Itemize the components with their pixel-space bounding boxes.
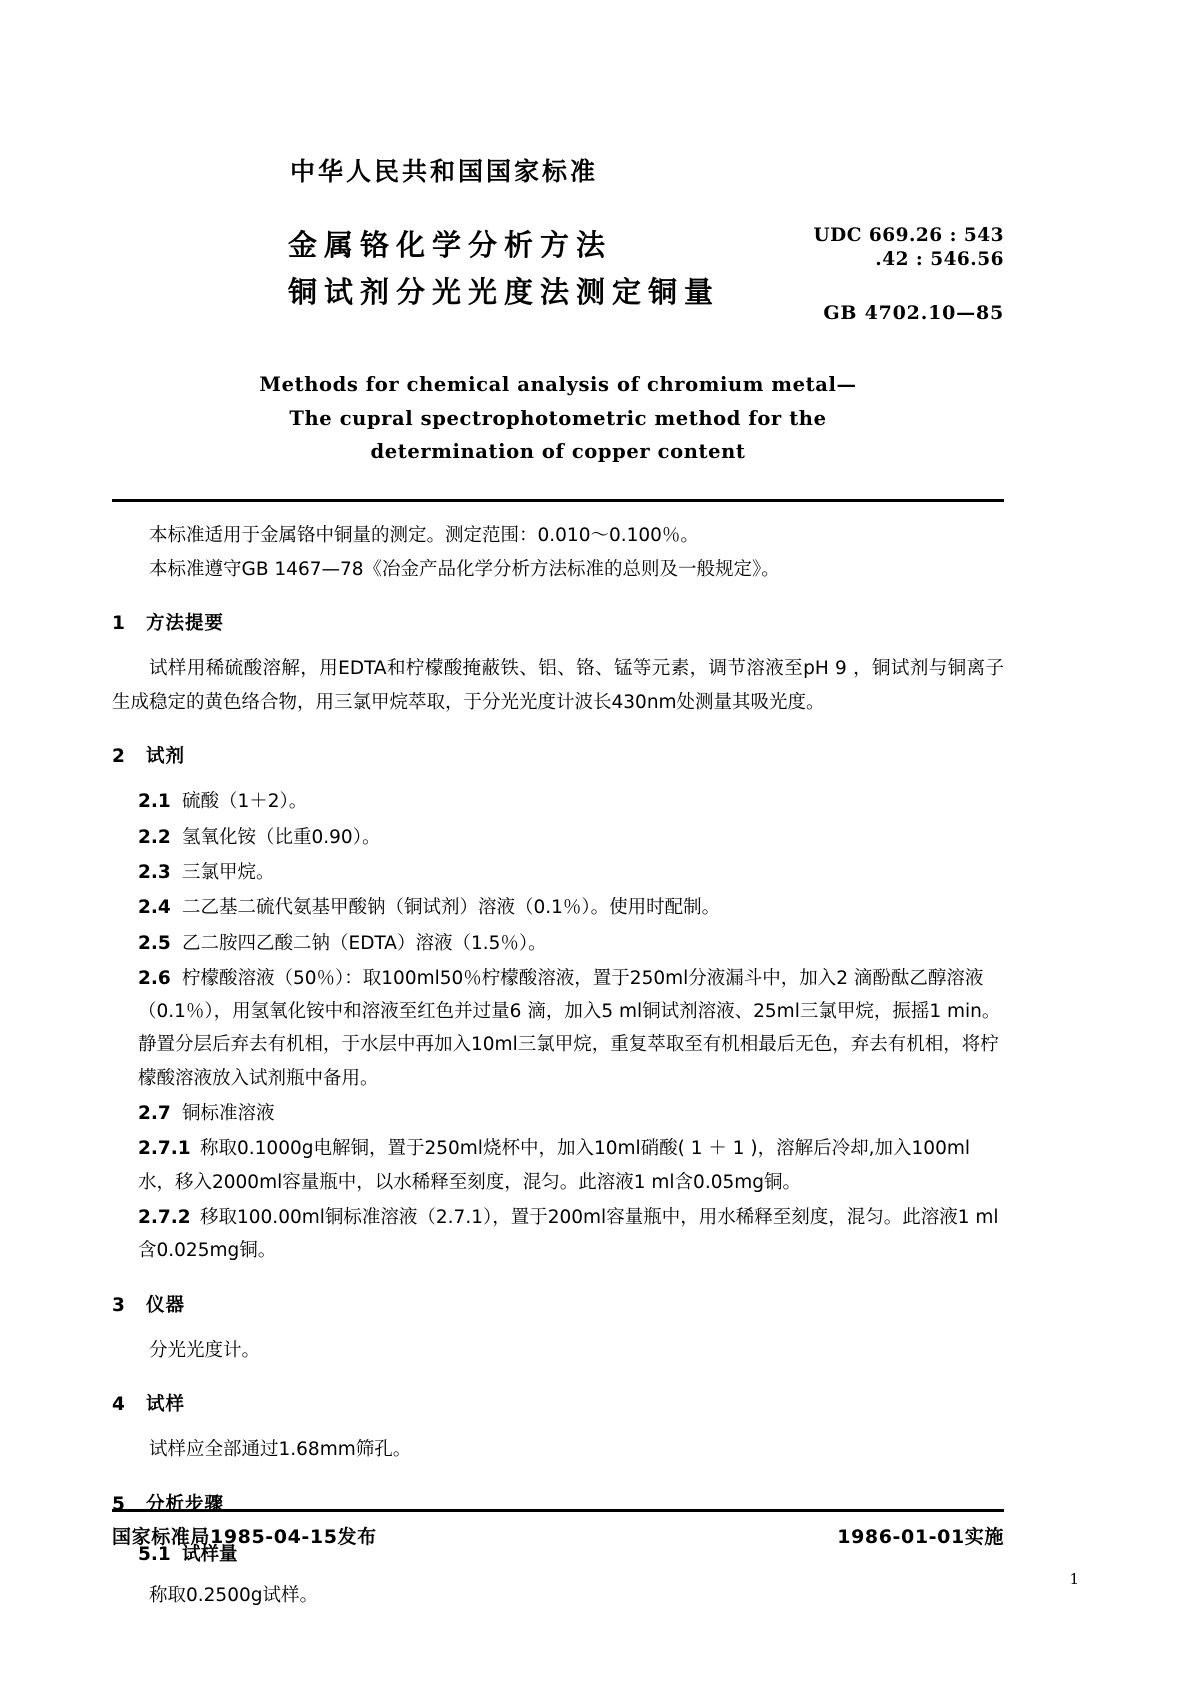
section-1-number: 1 xyxy=(112,613,126,635)
reagent-item xyxy=(112,856,1004,889)
reagent-number: 2.6 xyxy=(138,967,171,989)
reagent-item-27 xyxy=(112,1097,1004,1130)
section-2-heading xyxy=(112,740,1004,773)
reagent-item-26 xyxy=(112,962,1004,1095)
section-2-title: 试剂 xyxy=(146,746,186,768)
udc-line1: UDC 669.26 : 543 xyxy=(813,225,1004,246)
reagent-number: 2.7 xyxy=(138,1103,171,1125)
section-3-title: 仪器 xyxy=(146,1294,186,1316)
reagent-number: 2.7.1 xyxy=(138,1138,191,1160)
reagent-text: 移取100.00ml铜标准溶液（2.7.1），置于200ml容量瓶中，用水稀释至刻度，混匀。此溶液1 ml含0.025mg铜。 xyxy=(138,1206,999,1262)
section-4-title: 试样 xyxy=(146,1394,186,1416)
section-1-heading xyxy=(112,607,1004,640)
section-4-body: 试样应全部通过1.68mm筛孔。 xyxy=(149,1439,412,1461)
national-standard-masthead: 中华人民共和国国家标准 xyxy=(290,157,599,186)
reagent-item-271 xyxy=(112,1132,1004,1199)
page-number: 1 xyxy=(1069,1570,1079,1588)
section-5-title: 分析步骤 xyxy=(146,1493,225,1515)
section-51-body: 称取0.2500g试样。 xyxy=(149,1585,318,1607)
section-4-number: 4 xyxy=(112,1394,126,1416)
section-3-heading xyxy=(112,1289,1004,1322)
footer-issuer: 国家标准局1985-04-15发布 xyxy=(112,1526,377,1548)
document-body xyxy=(112,519,1004,1613)
reagent-text: 铜标准溶液 xyxy=(182,1103,275,1125)
reagent-item xyxy=(112,821,1004,854)
section-3-body: 分光光度计。 xyxy=(149,1339,261,1361)
reagent-item-272 xyxy=(112,1201,1004,1268)
reagent-number: 2.4 xyxy=(138,897,171,919)
reagent-number: 2.7.2 xyxy=(138,1206,191,1228)
section-3-number: 3 xyxy=(112,1294,126,1316)
gb-standard-number: GB 4702.10—85 xyxy=(823,302,1004,325)
reagent-text: 柠檬酸溶液（50％）：取100ml50％柠檬酸溶液，置于250ml分液漏斗中，加入2 滴酚酞乙醇溶液（0.1％），用氢氧化铵中和溶液至红色并过量6 滴，加入5 ml铜试剂溶液、25ml三氯甲烷，振摇1 min。静置分层后弃去有机相，于水层中再加入10ml三氯甲烷，重复萃取至有机相最后无色，弃去有机相，将柠檬酸溶液放入试剂瓶中备用。 xyxy=(138,967,1001,1089)
reagent-item xyxy=(112,927,1004,960)
intro-line-2: 本标准遵守GB 1467—78《冶金产品化学分析方法标准的总则及一般规定》。 xyxy=(149,558,780,580)
header-divider-rule xyxy=(112,499,1004,502)
reagent-text: 三氯甲烷。 xyxy=(182,861,275,883)
section-5-number: 5 xyxy=(112,1493,126,1515)
section-1-title: 方法提要 xyxy=(146,613,225,635)
page-content xyxy=(112,0,1004,1614)
reagent-text: 氢氧化铵（比重0.90）。 xyxy=(182,826,381,848)
reagent-number: 2.1 xyxy=(138,791,171,813)
reagent-text: 称取0.1000g电解铜，置于250ml烧杯中，加入10ml硝酸( 1 ＋ 1 )，溶解后冷却,加入100ml水，移入2000ml容量瓶中，以水稀释至刻度，混匀。此溶液1 ml含0.05mg铜。 xyxy=(138,1138,971,1193)
section-2-number: 2 xyxy=(112,746,126,768)
english-title-line3: determination of copper content xyxy=(370,440,746,464)
reagent-number: 2.5 xyxy=(138,932,171,954)
reagent-text: 硫酸（1＋2）。 xyxy=(182,791,308,813)
udc-line2: .42 : 546.56 xyxy=(875,248,1004,270)
reagent-item xyxy=(112,785,1004,818)
standard-code-block xyxy=(814,224,1004,326)
english-title-line2: The cupral spectrophotometric method for the xyxy=(289,406,827,430)
reagent-text: 乙二胺四乙酸二钠（EDTA）溶液（1.5％）。 xyxy=(182,932,547,954)
section-5-heading xyxy=(112,1488,1004,1521)
section-51-number: 5.1 xyxy=(138,1544,171,1566)
reagent-number: 2.3 xyxy=(138,861,171,883)
chinese-title-line2: 铜试剂分光光度法测定铜量 xyxy=(288,274,721,309)
english-title-line1: Methods for chemical analysis of chromium metal— xyxy=(259,373,857,396)
title-block xyxy=(112,222,1004,342)
reagent-text: 二乙基二硫代氨基甲酸钠（铜试剂）溶液（0.1％）。使用时配制。 xyxy=(182,897,721,919)
chinese-title-line1: 金属铬化学分析方法 xyxy=(288,228,613,262)
page-footer xyxy=(112,1522,1004,1549)
footer-effective-date: 1986-01-01实施 xyxy=(837,1526,1004,1548)
section-51-title: 试样量 xyxy=(182,1544,238,1566)
english-title xyxy=(112,368,1004,469)
reagent-item xyxy=(112,891,1004,924)
footer-divider-rule xyxy=(112,1509,1004,1512)
intro-line-1: 本标准适用于金属铬中铜量的测定。测定范围：0.010～0.100％。 xyxy=(149,524,699,546)
section-1-body: 试样用稀硫酸溶解，用EDTA和柠檬酸掩蔽铁、铝、铬、锰等元素，调节溶液至pH 9 ，铜试剂与铜离子生成稳定的黄色络合物，用三氯甲烷萃取，于分光光度计波长430nm处测量其吸光度。 xyxy=(112,658,1004,713)
reagent-number: 2.2 xyxy=(138,826,171,848)
section-4-heading xyxy=(112,1388,1004,1421)
